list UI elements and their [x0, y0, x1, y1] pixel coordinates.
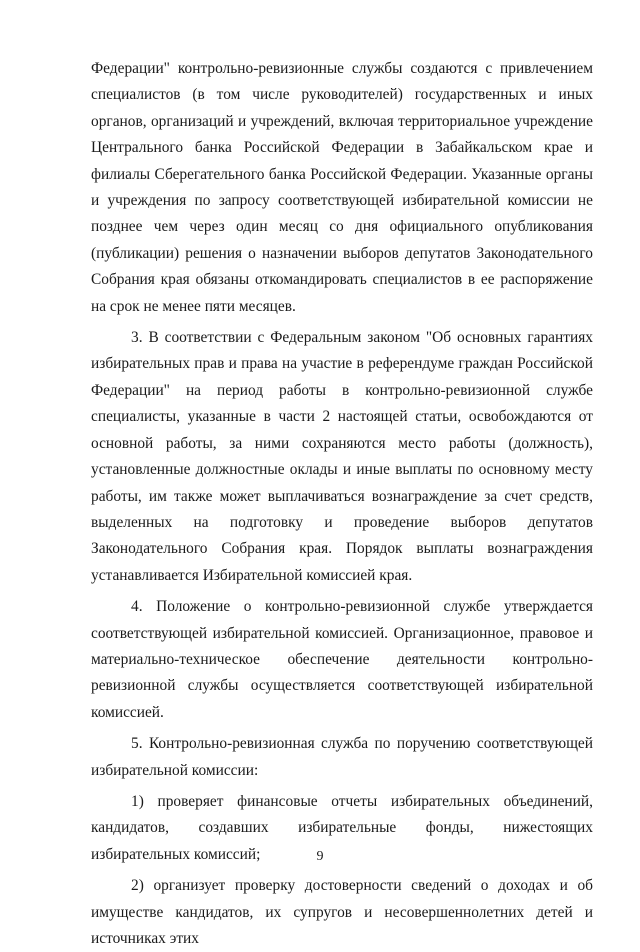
paragraph-4: 4. Положение о контрольно-ревизионной службе утверждается соответствующей избирательной комиссией. Организационное, правовое и материально-техническое обеспечение деятельности контрольно-ревизионной службы осуществляется соответствующей избирательной комиссией. [91, 598, 593, 721]
list-item-1: 1) проверяет финансовые отчеты избирательных объединений, кандидатов, создавших избирательные фонды, нижестоящих избирательных комиссий; [91, 792, 593, 863]
paragraph-1: Федерации" контрольно-ревизионные службы создаются с привлечением специалистов (в том числе руководителей) государственных и иных органов, организаций и учреждений, включая территориальное учреждение Центрального банка Российской Федерации в Забайкальском крае и филиалы Сберегательного банка Российской Федерации. Указанные органы и учреждения по запросу соответствующей избирательной комиссии не позднее чем через один месяц со дня официального опубликования (публикации) решения о назначении выборов депутатов Законодательного Собрания края обязаны откомандировать специалистов в ее распоряжение на срок не менее пяти месяцев. [91, 60, 593, 315]
document-body [91, 56, 593, 952]
list-item-2: 2) организует проверку достоверности сведений о доходах и об имуществе кандидатов, их супругов и несовершеннолетних детей и источниках этих [91, 877, 593, 947]
page-number: 9 [316, 849, 324, 864]
paragraph-5: 5. Контрольно-ревизионная служба по поручению соответствующей избирательной комиссии: [91, 735, 593, 779]
paragraph-3: 3. В соответствии с Федеральным законом "Об основных гарантиях избирательных прав и права на участие в референдуме граждан Российской Федерации" на период работы в контрольно-ревизионной службе специалисты, указанные в части 2 настоящей статьи, освобождаются от основной работы, за ними сохраняются место работы (должность), установленные должностные оклады и иные выплаты по основному месту работы, им также может выплачиваться вознаграждение за счет средств, выделенных на подготовку и проведение выборов депутатов Законодательного Собрания края. Порядок выплаты вознаграждения устанавливается Избирательной комиссией края. [91, 329, 593, 584]
